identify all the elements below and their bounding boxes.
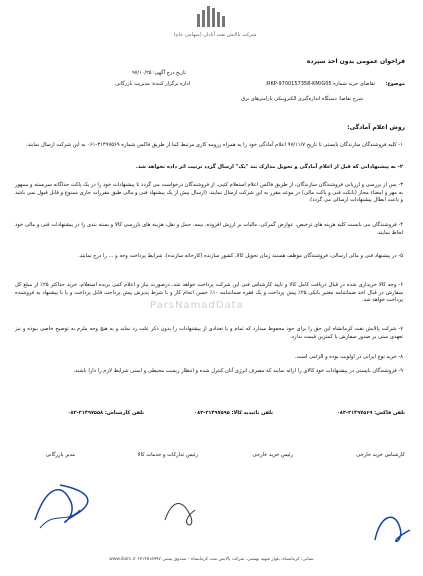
clause-3: ۳- پس از بررسی و ارزیابی فروشندگان سازندگان، از طریق فاکس اعلام استعلام کتبی، از فروشندگان درخواست می گردد تا پیشنهادات خود را در یک پاکت جداگانه سربسته و ممهور به مهر و امضاء مجاز (بانکت فنی و پاکت مالی) در موعد مقرر به این شرکت ارسال نمایند. (ارسال پیش از یک پیشنهاد فنی و مالی طبق مقررات جاری ممنوع و قابل قبول نمی باشد و باعث ابطال پیشنهادات ارسالی می گردد). bbox=[15, 182, 403, 204]
signature-title-3: رئیس تدارکات و خدمات کالا bbox=[137, 452, 198, 458]
clause-5: ۵- در پیشنهاد فنی و مالی ارسالی، فروشندگان موظف هستند زمان تحویل کالا، کشور سازنده (کارخانه سازنده)، شرایط پرداخت وجه و ... را درج نمایند. bbox=[78, 253, 403, 259]
page-title: فراخوان عمومی بدون اخذ سپرده bbox=[306, 58, 405, 65]
clause-7: ۷- شرکت پالایش نفت کرمانشاه این حق را برای خود محفوظ میدارد که تمام و یا تعدادی از پیشنهادات را بدون ذکر علت رد نماید و به هیچ وجه ملزم به توضیح خاصی نبوده و نیز تعهدی مبنی بر صدور سفارش با کمترین قیمت ندارد. bbox=[15, 326, 403, 340]
support-phone: تلفن تائیدیه کالا: ۳۱۴۹۷۵۹۵-۰۸۳ bbox=[194, 410, 273, 416]
fax-number: تلفن فاکس: ۳۱۴۹۷۵۶۹-۰۸۳ bbox=[336, 410, 405, 416]
subject-label: موضوع: bbox=[385, 81, 405, 87]
signature-title-2: رئیس خرید خارجی bbox=[252, 452, 293, 458]
footer-address: نشانی: کرمانشاه، بلوار شهید بهشتی، شرکت پالایش نفت کرمانشاه - صندوق پستی ۶۷۱۴۵۱۵۹۹۷ www.ikorc.ir bbox=[109, 557, 314, 562]
clause-9: ۹- فروشندگان بایستی در پیشنهادات خود کالای را ارائه نمایند که مصرف انرژی آنان کنترل شده و انتظار زیست محیطی و ایمنی شرایط لازم را دارا باشند. bbox=[73, 368, 403, 374]
clause-4: ۴- فروشندگان می بایست کلیه هزینه های ترخیص، عوارض گمرکی، مالیات بر ارزش افزوده، بیمه، حمل و نقل، هزینه های بازرسی کالا و بسته بندی را در پیشنهادات فنی و مالی خود لحاظ نمایند. bbox=[15, 222, 403, 236]
signature-title-1: کارشناس خرید خارجی bbox=[356, 452, 405, 458]
signature-scribble-1 bbox=[30, 470, 90, 540]
clause-2: ۲- به پیشنهاداتی که قبل از اعلام آمادگی و تحویل مدارک بند "یک" ارسال گردد ترتیب اثر داده نخواهد شد. bbox=[135, 164, 403, 170]
office-label: اداره برگزار کننده: مدیریت بازرگانی bbox=[115, 81, 190, 87]
company-name: شرکت پالایش نفت آبادان (سهامی عام) bbox=[173, 32, 257, 38]
clause-6: ۶- وجه کالا خریداری شده در قبال دریافت کامل کالا و تایید کارشناس فنی این شرکت پرداخت خواهد شد، درصورت نیاز و اعلام کتبی برنده استعلام، خرید حداکثر ۲۵٪ از مبلغ کل سفارش در قبال اخذ ضمانتنامه معتبر بانکی ۲۵٪ پیش پرداخت و یک فقره ضمانتنامه ۱۰٪ حسن انجام کار و با شرط پذیرش پیش پرداخت قابل پرداخت و یا با پیشنهاد به فروشنده پرداخت خواهد شد. bbox=[15, 282, 404, 304]
signature-title-4: مدیر بازرگانی bbox=[45, 452, 75, 458]
company-logo bbox=[193, 4, 233, 32]
date-label: تاریخ درج آگهی: ۹۷/۱۰/۲۵ bbox=[132, 70, 186, 76]
request-description: شرح تقاضا: دستگاه اندازه‌گیری الکترونیکی پارامترهای برق bbox=[241, 96, 363, 102]
signature-scribble-3 bbox=[370, 500, 415, 550]
request-number: تقاضای خرید شماره RKP-9700157358-KM/G05: bbox=[265, 81, 375, 87]
section-title: روش اعلام آمادگی: bbox=[347, 124, 405, 131]
expert-phone: تلفن کارشناس: ۳۱۴۹۷۵۵۸-۰۸۳ bbox=[67, 410, 144, 416]
signature-scribble-2 bbox=[160, 490, 200, 530]
watermark: ParsNamadData bbox=[150, 300, 244, 311]
clause-8: ۸- خرید نوع ایرانی در اولویت بوده و الزامی است. bbox=[294, 354, 403, 360]
clause-1: ۱- کلیه فروشندگان سازندگان بایستی تا تاریخ ۹۷/۱۱/۷ اعلام آمادگی خود را به همراه رزومه کاری مرتبط کتبا از طریق فاکس شماره ۳۱۴۹۷۵۶۹-۰۶۱ به این شرکت ارسال نمایند. bbox=[25, 142, 403, 148]
